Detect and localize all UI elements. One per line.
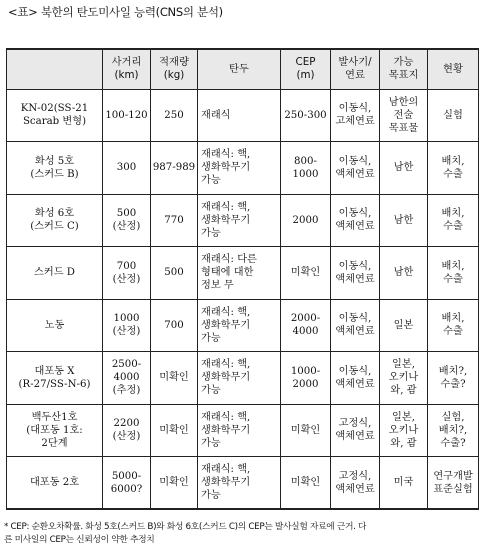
- header-cell: [198, 49, 281, 89]
- cell-line: 이동식,: [338, 208, 372, 220]
- cell-line: 배치,: [441, 208, 465, 220]
- cell-line: 배치,: [441, 313, 465, 325]
- cell-line: 남한: [393, 214, 414, 226]
- cell-line: 실험,: [441, 411, 465, 423]
- launcher-fuel-cell: [331, 89, 380, 142]
- cell-line: 대포동 2호: [29, 477, 80, 488]
- cell-line: (m): [296, 69, 315, 82]
- target-cell: [380, 404, 428, 457]
- launcher-fuel-cell: [331, 404, 380, 457]
- cell-line: 일본: [393, 319, 414, 331]
- cep-cell: [281, 404, 331, 457]
- cell-line: 수출?: [440, 378, 466, 390]
- cell-line: 2000: [292, 214, 319, 226]
- warhead-cell: [198, 404, 281, 457]
- cell-line: 남한의: [388, 96, 419, 108]
- launcher-fuel-cell: [331, 457, 380, 510]
- table-row: [7, 142, 479, 195]
- cell-line: 가능: [201, 490, 221, 501]
- cell-line: 이동식,: [338, 155, 372, 167]
- cell-line: 형태에 대한: [201, 267, 254, 279]
- cell-line: 재래식: 다른: [201, 254, 257, 266]
- cell-line: (대포동 1호:: [26, 424, 83, 436]
- cell-line: 고정식,: [338, 470, 372, 482]
- cell-line: 재래식: 핵,: [201, 149, 251, 161]
- payload-cell: [151, 89, 198, 142]
- cell-line: 생화학무기: [201, 477, 251, 488]
- cell-line: 백두산1호: [31, 411, 78, 423]
- cell-line: 이동식,: [338, 313, 372, 325]
- cell-line: 재래식: 핵,: [201, 411, 251, 423]
- target-cell: [380, 299, 428, 352]
- cell-line: (kg): [163, 69, 185, 82]
- cell-line: 남한: [393, 267, 414, 279]
- payload-cell: [151, 352, 198, 405]
- cell-line: 연료: [345, 69, 365, 82]
- launcher-fuel-cell: [331, 142, 380, 195]
- payload-cell: [151, 194, 198, 247]
- cell-line: 생화학무기: [201, 162, 251, 174]
- cell-line: (산정): [112, 326, 141, 338]
- cell-line: 수출: [443, 168, 463, 180]
- cell-line: KN-02(SS-21: [20, 103, 89, 115]
- warhead-cell: [198, 299, 281, 352]
- cell-line: (스커드 B): [30, 168, 79, 180]
- cell-line: 250-300: [284, 109, 327, 121]
- header-cell: [331, 49, 380, 89]
- cell-line: 액체연료: [335, 221, 375, 233]
- range-cell: [103, 142, 151, 195]
- table-row: [7, 194, 479, 247]
- cell-line: 가능: [201, 332, 221, 344]
- cell-line: 일본,: [392, 359, 415, 371]
- table-row: [7, 89, 479, 142]
- payload-cell: [151, 142, 198, 195]
- cell-line: 이동식,: [338, 260, 372, 272]
- range-cell: [103, 89, 151, 142]
- cell-line: 일본,: [392, 411, 415, 423]
- range-cell: [103, 404, 151, 457]
- cep-cell: [281, 142, 331, 195]
- cell-line: CEP: [295, 56, 316, 69]
- cell-line: 가능: [201, 175, 221, 187]
- range-cell: [103, 299, 151, 352]
- cell-line: 화성 6호: [34, 208, 75, 220]
- cep-cell: [281, 299, 331, 352]
- cell-line: 화성 5호: [34, 155, 75, 167]
- header-cell: [281, 49, 331, 89]
- cell-line: 고정식,: [338, 418, 372, 430]
- target-cell: [380, 352, 428, 405]
- target-cell: [380, 457, 428, 510]
- cell-line: 생화학무기: [201, 424, 251, 436]
- header-cell: [428, 49, 479, 89]
- cell-line: 적재량: [159, 56, 189, 69]
- cell-line: 발사기/: [338, 56, 372, 69]
- cell-line: 100-120: [105, 109, 148, 121]
- warhead-cell: [198, 194, 281, 247]
- cell-line: 500: [116, 208, 137, 220]
- cell-line: 재래식: 핵,: [201, 359, 251, 371]
- cell-line: 2200: [113, 418, 140, 430]
- missile-name-cell: [7, 457, 103, 510]
- header-cell: [103, 49, 151, 89]
- missile-name-cell: [7, 404, 103, 457]
- launcher-fuel-cell: [331, 247, 380, 300]
- status-cell: [428, 194, 479, 247]
- status-cell: [428, 299, 479, 352]
- missile-name-cell: [7, 247, 103, 300]
- footnote: [4, 521, 480, 547]
- payload-cell: [151, 457, 198, 510]
- cell-line: 액체연료: [335, 431, 375, 443]
- cell-line: 재래식: 핵,: [201, 201, 251, 213]
- cell-line: 700: [164, 319, 184, 331]
- cell-line: 800-1000: [292, 155, 319, 180]
- range-cell: [103, 247, 151, 300]
- cell-line: 실험: [443, 109, 463, 121]
- cell-line: 가능: [201, 227, 221, 239]
- cell-line: 987-989: [152, 162, 196, 174]
- cell-line: 300: [116, 162, 137, 174]
- cell-line: 배치,: [441, 155, 465, 167]
- cell-line: 와, 괌: [390, 385, 417, 397]
- missile-name-cell: [7, 142, 103, 195]
- status-cell: [428, 142, 479, 195]
- cell-line: 남한: [393, 162, 414, 174]
- cell-line: 1000-2000: [290, 365, 321, 390]
- cell-line: 수출: [443, 221, 463, 233]
- missile-name-cell: [7, 352, 103, 405]
- cell-line: 미확인: [159, 477, 189, 488]
- target-cell: [380, 194, 428, 247]
- cell-line: 스커드 D: [34, 267, 75, 279]
- status-cell: [428, 89, 479, 142]
- cep-cell: [281, 457, 331, 510]
- cell-line: 가능: [201, 385, 221, 397]
- status-cell: [428, 247, 479, 300]
- warhead-cell: [198, 352, 281, 405]
- status-cell: [428, 457, 479, 510]
- cell-line: 생화학무기: [201, 319, 251, 331]
- cell-line: 전술: [393, 109, 414, 121]
- cell-line: 오키나: [388, 424, 419, 436]
- cell-line: 미확인: [159, 424, 189, 436]
- cell-line: 액체연료: [335, 273, 375, 285]
- status-cell: [428, 352, 479, 405]
- missile-name-cell: [7, 299, 103, 352]
- warhead-cell: [198, 142, 281, 195]
- cell-line: 목표지: [388, 69, 419, 82]
- footnote-line: 른 미사일의 CEP는 신뢰성이 약한 추정치: [4, 535, 155, 545]
- cell-line: 700: [116, 260, 137, 272]
- cell-line: 액체연료: [335, 326, 375, 338]
- cep-cell: [281, 247, 331, 300]
- cell-line: 현황: [443, 62, 463, 75]
- cell-line: 탄두: [229, 62, 249, 75]
- cell-line: 연구개발: [433, 470, 473, 482]
- cell-line: 미확인: [159, 372, 189, 384]
- table-row: [7, 404, 479, 457]
- cell-line: 이동식,: [338, 103, 372, 115]
- cell-line: 2500-4000: [111, 359, 142, 384]
- cell-line: 액체연료: [335, 378, 375, 390]
- cell-line: 미확인: [290, 477, 321, 488]
- cell-line: (추정): [112, 385, 141, 397]
- table-title: <표> 북한의 탄도미사일 능력(CNS의 분석): [8, 5, 223, 19]
- cell-line: 표준실험: [433, 483, 473, 495]
- cell-line: 오키나: [388, 372, 419, 384]
- missile-name-cell: [7, 89, 103, 142]
- range-cell: [103, 194, 151, 247]
- cell-line: (산정): [112, 431, 141, 443]
- cell-line: (스커드 C): [30, 221, 79, 233]
- cell-line: 와, 괌: [390, 437, 417, 449]
- cell-line: 수출?: [440, 437, 466, 449]
- range-cell: [103, 352, 151, 405]
- cell-line: 재래식: 핵,: [201, 306, 251, 318]
- cell-line: 재래식: 핵,: [201, 464, 251, 475]
- header-row: [7, 49, 479, 89]
- cell-line: 가능: [393, 56, 414, 69]
- cell-line: (km): [114, 69, 139, 82]
- target-cell: [380, 142, 428, 195]
- launcher-fuel-cell: [331, 352, 380, 405]
- warhead-cell: [198, 89, 281, 142]
- cell-line: 이동식,: [338, 365, 372, 377]
- table-row: [7, 457, 479, 510]
- cell-line: 생화학무기: [201, 214, 251, 226]
- payload-cell: [151, 299, 198, 352]
- cell-line: 가능: [201, 437, 221, 449]
- status-cell: [428, 404, 479, 457]
- header-cell-blank: [7, 49, 103, 89]
- cell-line: 대포동 X: [34, 365, 75, 377]
- cell-line: (산정): [112, 273, 141, 285]
- cell-line: 500: [164, 267, 184, 279]
- footnote-line: * CEP: 순환오차확률. 화성 5호(스커드 B)와 화성 6호(스커드 C)의 CEP는 발사실험 자료에 근거. 다: [4, 522, 367, 532]
- cep-cell: [281, 89, 331, 142]
- table-row: [7, 247, 479, 300]
- table-row: [7, 352, 479, 405]
- warhead-cell: [198, 247, 281, 300]
- cell-line: 미확인: [290, 424, 321, 436]
- cell-line: 1000: [113, 313, 140, 325]
- cell-line: 배치,: [441, 260, 465, 272]
- cell-line: 수출: [443, 326, 463, 338]
- cell-line: 정보 무: [201, 280, 234, 292]
- missile-name-cell: [7, 194, 103, 247]
- launcher-fuel-cell: [331, 194, 380, 247]
- cell-line: 2000-4000: [290, 313, 321, 338]
- cell-line: 770: [164, 214, 184, 226]
- cell-line: 미확인: [290, 267, 321, 279]
- payload-cell: [151, 247, 198, 300]
- cell-line: 2단계: [41, 437, 68, 449]
- cell-line: 250: [164, 109, 184, 121]
- table-row: [7, 299, 479, 352]
- cell-line: 목표물: [388, 122, 419, 134]
- missile-capability-table: [6, 48, 479, 510]
- warhead-cell: [198, 457, 281, 510]
- header-cell: [151, 49, 198, 89]
- cell-line: (산정): [112, 221, 141, 233]
- cell-line: Scarab 변형): [22, 116, 87, 128]
- range-cell: [103, 457, 151, 510]
- cell-line: 배치?,: [438, 365, 468, 377]
- cep-cell: [281, 352, 331, 405]
- cell-line: 배치?,: [438, 424, 468, 436]
- header-cell: [380, 49, 428, 89]
- target-cell: [380, 89, 428, 142]
- cell-line: 미국: [393, 477, 414, 488]
- target-cell: [380, 247, 428, 300]
- cell-line: 사거리: [111, 56, 142, 69]
- cell-line: 생화학무기: [201, 372, 251, 384]
- cep-cell: [281, 194, 331, 247]
- cell-line: 액체연료: [335, 483, 375, 495]
- cell-line: (R-27/SS-N-6): [18, 378, 91, 390]
- cell-line: 고체연료: [335, 116, 375, 128]
- cell-line: 액체연료: [335, 168, 375, 180]
- payload-cell: [151, 404, 198, 457]
- cell-line: 재래식: [201, 109, 231, 121]
- cell-line: 5000-6000?: [110, 470, 143, 495]
- cell-line: 수출: [443, 273, 463, 285]
- cell-line: 노동: [44, 319, 65, 331]
- launcher-fuel-cell: [331, 299, 380, 352]
